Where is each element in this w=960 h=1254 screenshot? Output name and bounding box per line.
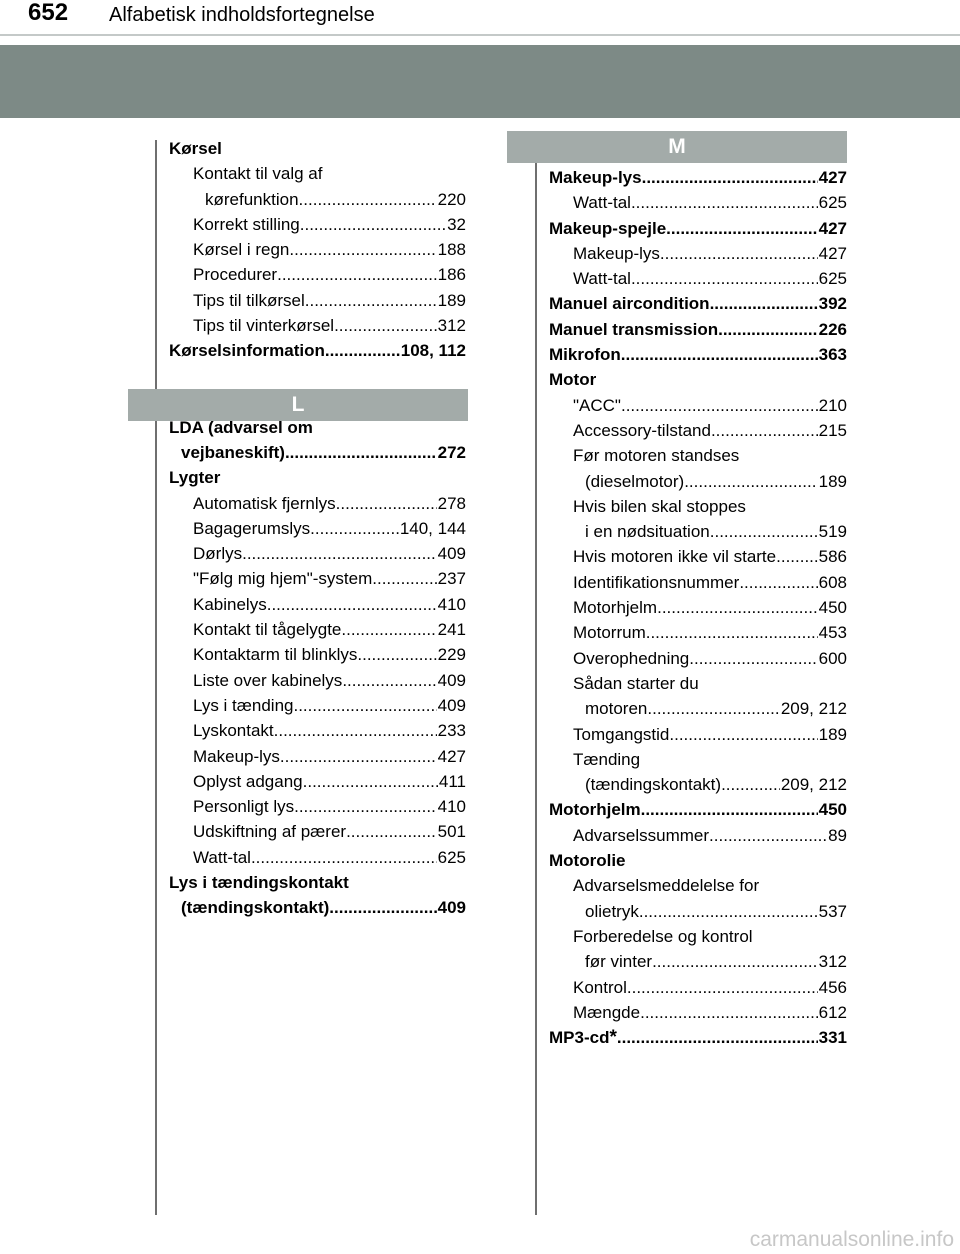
index-entry [169,617,466,642]
entry-term: Oplyst adgang [193,771,303,791]
index-entry [169,516,466,541]
entry-page: 450 [818,800,847,820]
index-entry [549,190,847,215]
entry-term: MP3-cd [549,1028,610,1048]
entry-term: "Følg mig hjem"-system [193,569,373,589]
entry-term: Hvis motoren ikke vil starte [573,547,777,567]
dot-leader [652,949,818,974]
entry-page: 229 [437,645,466,665]
entry-term: vejbaneskift) [181,442,285,462]
entry-term: Bagagerumslys [193,518,311,538]
index-entry [169,415,466,440]
entry-page: 32 [447,214,466,234]
dot-leader [303,769,438,794]
dot-leader [621,393,818,418]
dot-leader [739,570,817,595]
index-entry: MP3-cd * ..... 331 [549,1025,847,1050]
entry-page: 409 [437,670,466,690]
entry-term: Motorolie [549,851,626,871]
entry-page: 237 [437,569,466,589]
entry-page: 363 [818,345,847,365]
entry-term: motoren [585,699,648,719]
index-entry [549,393,847,418]
dot-leader [631,190,818,215]
index-entry [169,262,466,287]
index-entry [549,291,847,316]
entry-term: (tændingskontakt) [585,775,722,795]
entry-term: Advarselssummer [573,825,710,845]
index-entry [549,544,847,569]
index-entry [549,266,847,291]
entry-page: 427 [818,243,847,263]
index-entry [549,975,847,1000]
index-entry [169,744,466,769]
entry-page: 209, 212 [780,699,847,719]
dot-leader [342,668,436,693]
index-entry [549,494,847,519]
dot-leader [710,519,818,544]
entry-page: 189 [437,290,466,310]
entry-term: Lygter [169,468,221,488]
section-letter-m: M [507,131,847,163]
dot-leader [666,216,817,241]
dot-leader [646,620,818,645]
entry-term: Tænding [573,749,641,769]
entry-page: 411 [438,771,466,791]
entry-term: Watt-tal [573,193,631,213]
index-entry [169,718,466,743]
entry-page: 312 [818,952,847,972]
dot-leader [640,1000,818,1025]
entry-term: Manuel aircondition [549,294,710,314]
section-letter-l: L [128,389,468,421]
section-l-entries [169,415,466,921]
index-entry [169,592,466,617]
entry-term: Før motoren standses [573,446,740,466]
entry-term: Kontrol [573,977,627,997]
dot-leader [300,212,446,237]
entry-term: Motor [549,370,597,390]
entry-term: Kørsel i regn [193,240,290,260]
entry-page: 188 [437,240,466,260]
dot-leader [660,241,818,266]
dot-leader [294,794,437,819]
index-entry [549,418,847,443]
index-entry [549,165,847,190]
entry-page: 625 [437,847,466,867]
entry-term: Forberedelse og kontrol [573,926,753,946]
entry-term: Tips til vinterkørsel [193,316,335,336]
index-entry [169,566,466,591]
dot-leader [299,187,437,212]
index-entry [549,1000,847,1025]
entry-term: Personligt lys [193,797,295,817]
index-entry [169,794,466,819]
dot-leader [642,165,818,190]
dot-leader [617,1025,818,1050]
entry-term: Motorrum [573,623,646,643]
index-entry [169,288,466,313]
dot-leader [267,592,437,617]
entry-page: 608 [818,572,847,592]
index-entry [549,620,847,645]
entry-term: Kabinelys [193,594,267,614]
entry-term: Dørlys [193,544,243,564]
entry-term: Tomgangstid [573,724,670,744]
index-entry [549,216,847,241]
index-entry [169,313,466,338]
dot-leader [285,440,437,465]
index-entry [549,696,847,721]
dot-leader [341,617,436,642]
dot-leader [710,291,818,316]
entry-page: 331 [818,1028,847,1048]
entry-page: 89 [828,825,847,845]
index-entry [549,772,847,797]
entry-term: Liste over kabinelys [193,670,343,690]
entry-term: olietryk [585,901,639,921]
entry-term: Korrekt stilling [193,214,300,234]
dot-leader [721,772,780,797]
index-entry [169,541,466,566]
index-entry [549,873,847,898]
entry-page: 427 [818,168,847,187]
entry-page: 410 [437,594,466,614]
dot-leader [305,288,437,313]
index-entry [169,769,466,794]
entry-page: 210 [818,395,847,415]
entry-term: Mikrofon [549,345,621,365]
entry-term: Automatisk fjernlys [193,493,336,513]
index-entry [169,136,466,161]
index-entry [169,491,466,516]
entry-term: Motorhjelm [573,598,658,618]
index-entry [169,642,466,667]
dot-leader [711,418,818,443]
entry-term: Makeup-lys [549,168,642,187]
index-entry [169,819,466,844]
entry-page: 108, 112 [400,341,466,361]
entry-page: 427 [818,218,847,238]
dot-leader [346,819,437,844]
entry-page: 278 [437,493,466,513]
entry-term: Watt-tal [573,269,631,289]
entry-term: Lys i tænding [193,695,294,715]
index-entry [549,519,847,544]
entry-page: 215 [818,420,847,440]
index-entry [549,722,847,747]
entry-term: Kontakt til tågelygte [193,620,342,640]
entry-page: 537 [818,901,847,921]
entry-page: 226 [818,319,847,339]
dot-leader [325,338,400,363]
entry-page: 519 [818,522,847,542]
index-entry [169,440,466,465]
dot-leader [329,895,436,920]
entry-term: "ACC" [573,395,621,415]
dot-leader [310,516,399,541]
dot-leader [251,845,437,870]
entry-page: 233 [437,721,466,741]
entry-page: 453 [818,623,847,643]
index-entry [549,595,847,620]
entry-term: Manuel transmission [549,319,719,339]
entry-page: 427 [437,746,466,766]
entry-page: 456 [818,977,847,997]
entry-term: Kontakt til valg af [193,164,323,184]
entry-term: Motorhjelm [549,800,641,820]
dot-leader [280,744,437,769]
entry-page: 272 [437,442,466,462]
column-rule-left [155,140,157,1215]
index-entry [169,668,466,693]
dot-leader [647,696,779,721]
index-entry [549,646,847,671]
index-entry [549,443,847,468]
index-entry [169,465,466,490]
entry-page: 241 [437,620,466,640]
dot-leader [669,722,817,747]
entry-term: Makeup-spejle [549,218,667,238]
dot-leader [627,975,818,1000]
entry-term: Sådan starter du [573,673,699,693]
dot-leader [372,566,436,591]
entry-term: Accessory-tilstand [573,420,711,440]
dot-leader [334,313,437,338]
dot-leader [293,693,436,718]
entry-term: i en nødsituation [585,522,710,542]
index-entry [549,570,847,595]
dot-leader [657,595,818,620]
entry-term: Advarselsmeddelelse for [573,876,760,896]
section-m-entries [549,165,847,1050]
index-entry [169,895,466,920]
index-entry [169,845,466,870]
entry-term: Kørselsinformation [169,341,325,361]
index-entry [549,823,847,848]
entry-page: 189 [818,471,847,491]
entry-page: 450 [818,598,847,618]
entry-term: Lys i tændingskontakt [169,873,349,893]
index-entry [169,161,466,186]
entry-term: Identifikationsnummer [573,572,740,592]
watermark: carmanualsonline.info [749,1228,954,1251]
index-entry [549,342,847,367]
entry-term: Hvis bilen skal stoppes [573,496,746,516]
entry-term: LDA (advarsel om [169,417,313,437]
index-entry [549,241,847,266]
entry-term: Lyskontakt [193,721,274,741]
entry-term: Makeup-lys [573,243,660,263]
dot-leader [718,317,818,342]
entry-page: 625 [818,269,847,289]
dot-leader [277,262,437,287]
index-entry [549,924,847,949]
entry-page: 186 [437,265,466,285]
index-column-2 [549,165,847,1050]
index-entry [549,317,847,342]
entry-term: Mængde [573,1002,641,1022]
index-entry [549,469,847,494]
dot-leader [684,469,817,494]
entry-term: Procedurer [193,265,278,285]
entry-term: Kørsel [169,139,222,158]
index-entry [549,848,847,873]
entry-page: 392 [818,294,847,314]
entry-term: Watt-tal [193,847,251,867]
index-entry [549,671,847,696]
index-entry [549,949,847,974]
entry-term: kørefunktion [205,189,299,209]
entry-page: 410 [437,797,466,817]
index-entry [549,899,847,924]
header-band [0,45,960,118]
section-gap [169,364,466,415]
header-divider [0,34,960,36]
dot-leader [689,646,817,671]
index-entry [549,747,847,772]
dot-leader [709,823,827,848]
dot-leader [639,899,818,924]
entry-page: 312 [437,316,466,336]
index-entry [549,797,847,822]
entry-page: 409 [437,898,466,918]
index-entry [169,693,466,718]
dot-leader [621,342,818,367]
entry-term: (tændingskontakt) [181,898,330,918]
entry-page: 409 [437,544,466,564]
column-rule-right [535,140,537,1215]
chapter-title: Alfabetisk indholdsfortegnelse [109,4,375,26]
entry-page: 189 [818,724,847,744]
dot-leader [242,541,437,566]
entry-page: 220 [437,189,466,209]
entry-term: (dieselmotor) [585,471,685,491]
entry-term: Kontaktarm til blinklys [193,645,358,665]
dot-leader [631,266,818,291]
dot-leader [289,237,436,262]
entry-page: 409 [437,695,466,715]
index-entry [169,870,466,895]
entry-term: før vinter [585,952,653,972]
entry-term: Udskiftning af pærer [193,822,347,842]
entry-term: Makeup-lys [193,746,280,766]
entry-term: Overophedning [573,648,690,668]
dot-leader [357,642,436,667]
page-header [0,0,960,30]
index-entry [169,237,466,262]
index-column-1 [169,136,466,921]
entry-page: 140, 144 [399,518,466,538]
dot-leader [336,491,437,516]
entry-page: 586 [818,547,847,567]
dot-leader [776,544,818,569]
entry-page: 612 [818,1002,847,1022]
index-entry [169,338,466,363]
page-number: 652 [28,0,69,26]
entry-page: 501 [437,822,466,842]
entry-page: 625 [818,193,847,213]
entry-page: 600 [818,648,847,668]
entry-term: Tips til tilkørsel [193,290,305,310]
dot-leader [641,797,818,822]
index-entry [169,212,466,237]
dot-leader [274,718,437,743]
entry-page: 209, 212 [780,775,847,795]
index-entry [549,367,847,392]
index-entry [169,187,466,212]
section-k-entries [169,136,466,364]
